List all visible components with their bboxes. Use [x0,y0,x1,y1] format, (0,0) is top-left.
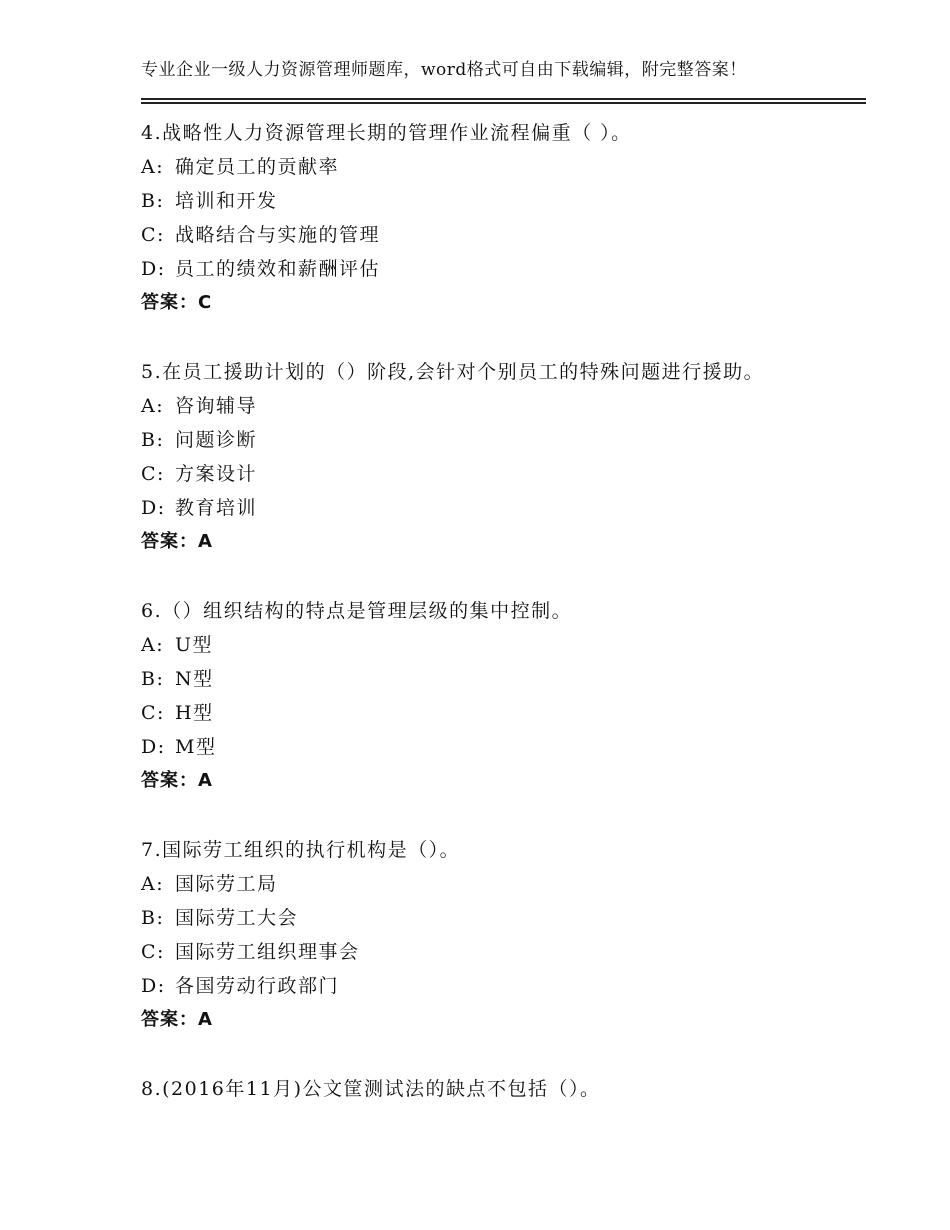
option-c [141,457,866,491]
option-prefix: C: [141,941,165,963]
option-prefix: D: [141,497,166,519]
option-text: 方案设计 [175,463,258,485]
question-item [141,355,866,559]
option-text: 国际劳工组织理事会 [175,941,360,963]
option-text: 培训和开发 [175,190,278,212]
answer-label: 答案：A [141,531,213,552]
option-b [141,662,866,696]
question-item [141,116,866,320]
option-text: N型 [175,668,214,690]
option-d [141,969,866,1003]
option-text: 问题诊断 [175,429,258,451]
option-text: 确定员工的贡献率 [175,156,340,178]
option-c [141,696,866,730]
option-d [141,491,866,525]
answer-label: 答案：A [141,1009,213,1030]
option-b [141,423,866,457]
option-prefix: A: [141,634,165,656]
question-stem: 4.战略性人力资源管理长期的管理作业流程偏重（ ）。 [141,122,632,144]
option-prefix: D: [141,258,166,280]
question-list [141,116,866,1106]
option-prefix: B: [141,907,165,929]
question-item [141,594,866,798]
option-c [141,935,866,969]
answer-label: 答案：A [141,770,213,791]
option-c [141,218,866,252]
question-item [141,833,866,1037]
page-header: 专业企业一级人力资源管理师题库，word格式可自由下载编辑，附完整答案！ [141,60,747,80]
option-text: U型 [175,634,214,656]
question-item [141,1072,866,1106]
option-text: H型 [175,702,214,724]
option-d [141,730,866,764]
option-prefix: C: [141,224,165,246]
option-a [141,628,866,662]
question-stem: 7.国际劳工组织的执行机构是（）。 [141,839,461,861]
option-text: 国际劳工局 [175,873,278,895]
option-prefix: A: [141,873,165,895]
option-text: M型 [175,736,217,758]
question-stem: 6.（）组织结构的特点是管理层级的集中控制。 [141,600,573,622]
option-prefix: A: [141,395,165,417]
question-gap [141,798,866,833]
option-text: 国际劳工大会 [175,907,299,929]
option-a [141,389,866,423]
option-text: 战略结合与实施的管理 [175,224,381,246]
option-text: 员工的绩效和薪酬评估 [175,258,381,280]
question-stem: 8.(2016年11月)公文筐测试法的缺点不包括（）。 [141,1078,601,1100]
option-prefix: C: [141,463,165,485]
option-text: 咨询辅导 [175,395,258,417]
option-d [141,252,866,286]
question-stem: 5.在员工援助计划的（）阶段,会针对个别员工的特殊问题进行援助。 [141,361,765,383]
option-a [141,867,866,901]
header-rule-bottom [141,102,866,104]
option-b [141,901,866,935]
option-prefix: B: [141,668,165,690]
option-prefix: A: [141,156,165,178]
option-prefix: D: [141,736,166,758]
question-gap [141,1037,866,1072]
option-text: 各国劳动行政部门 [175,975,340,997]
option-b [141,184,866,218]
header-rule-top [141,98,866,100]
option-prefix: C: [141,702,165,724]
option-text: 教育培训 [175,497,258,519]
option-prefix: B: [141,190,165,212]
question-gap [141,320,866,355]
option-prefix: B: [141,429,165,451]
answer-label: 答案：C [141,292,213,313]
option-prefix: D: [141,975,166,997]
option-a [141,150,866,184]
question-gap [141,559,866,594]
